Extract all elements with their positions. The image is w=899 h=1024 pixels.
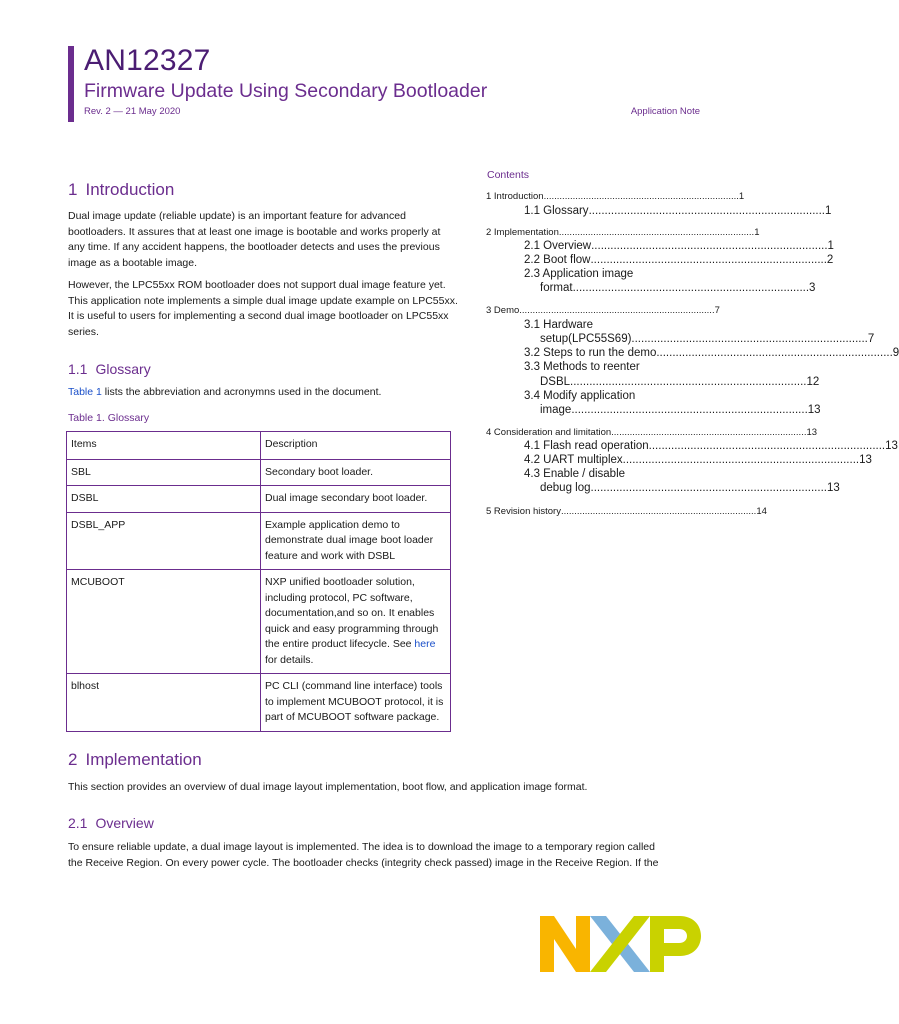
toc-leader: .......................................................................... [519, 305, 715, 316]
toc-item-4[interactable] [486, 427, 818, 438]
table-row [67, 486, 451, 513]
table-cell-description [261, 570, 451, 674]
table-cell-item: MCUBOOT [67, 570, 261, 674]
section-2-1-heading [68, 815, 154, 831]
section-title: Overview [95, 815, 154, 831]
section-number: 1.1 [68, 361, 88, 377]
toc-label: DSBL [540, 376, 571, 388]
table-caption: Table 1. Glossary [68, 412, 150, 424]
toc-page: 3 [809, 282, 816, 294]
toc-leader: .......................................................................... [611, 427, 807, 438]
toc-item-4-2[interactable] [524, 453, 872, 467]
toc-page: 13 [885, 440, 898, 452]
toc-item-2[interactable] [486, 227, 760, 238]
toc-item-3-1-label[interactable]: 3.1 Hardware [524, 319, 594, 331]
section-title: Implementation [85, 750, 202, 769]
toc-label: image [540, 404, 572, 416]
toc-leader: .......................................................................... [560, 506, 757, 517]
overview-line-1: To ensure reliable update, a dual image layout is implemented. The idea is to download the image to a temporary region called [68, 841, 655, 853]
toc-page: 1 [827, 240, 834, 252]
toc-label: 1 Introduction [486, 191, 544, 202]
toc-leader: .......................................................................... [648, 440, 886, 452]
here-link[interactable]: here [414, 638, 436, 650]
toc-page: 13 [859, 454, 872, 466]
logo-letter-p [650, 916, 701, 972]
toc-leader: .......................................................................... [590, 254, 827, 266]
section-1-heading [68, 180, 174, 200]
table-cell-description: Example application demo to demonstrate dual image boot loader feature and work with DSBL [261, 512, 451, 570]
toc-item-3-3-label[interactable]: 3.3 Methods to reenter [524, 361, 640, 373]
toc-item-1[interactable] [486, 191, 745, 202]
toc-label: 5 Revision history [486, 506, 561, 517]
contents-title: Contents [487, 169, 530, 181]
toc-page: 13 [806, 427, 818, 438]
table-cell-description: Dual image secondary boot loader. [261, 486, 451, 513]
section-1-1-heading [68, 361, 151, 377]
toc-leader: .......................................................................... [631, 333, 868, 345]
toc-label: 2.2 Boot flow [524, 254, 591, 266]
toc-leader: .......................................................................... [588, 205, 825, 217]
glossary-table [66, 431, 451, 732]
section-title: Introduction [85, 180, 175, 199]
header-accent-bar [68, 46, 74, 122]
table-cell-item: DSBL_APP [67, 512, 261, 570]
toc-leader: .......................................................................... [543, 191, 739, 202]
toc-item-5[interactable] [486, 506, 767, 517]
section-number: 2 [68, 750, 78, 769]
toc-label: 3 Demo [486, 305, 520, 316]
toc-leader: .......................................................................... [572, 282, 810, 294]
table-row [67, 570, 451, 674]
toc-item-2-1[interactable] [524, 239, 834, 253]
document-id: AN12327 [84, 44, 211, 77]
toc-item-2-3-label[interactable]: 2.3 Application image [524, 268, 634, 280]
table-row [67, 512, 451, 570]
toc-item-3-4[interactable] [540, 403, 821, 417]
toc-page: 2 [826, 254, 834, 266]
table-cell-description: Secondary boot loader. [261, 459, 451, 486]
intro-paragraph-2: However, the LPC55xx ROM bootloader does not support dual image feature yet. This application note implements a simple dual image update example on LPC55xx. It is useful to users for implementing a second dual image bootloader on LPC55xx series. [68, 279, 458, 338]
toc-leader: .......................................................................... [570, 376, 807, 388]
description-text: for details. [265, 653, 314, 666]
toc-label: format [540, 282, 573, 294]
toc-label: 2.1 Overview [524, 240, 592, 252]
toc-item-2-2[interactable] [524, 253, 834, 267]
glossary-intro [68, 385, 458, 401]
toc-label: debug log [540, 482, 591, 494]
section-number: 2.1 [68, 815, 88, 831]
toc-label: 4 Consideration and limitation [486, 427, 612, 438]
toc-item-2-3[interactable] [540, 281, 816, 295]
table-cell-description: PC CLI (command line interface) tools to implement MCUBOOT protocol, it is part of MCUBOOT software package. [261, 674, 451, 732]
toc-page: 1 [825, 205, 832, 217]
toc-page: 7 [867, 333, 875, 345]
toc-label: setup(LPC55S69) [540, 333, 632, 345]
toc-page: 14 [756, 506, 767, 517]
toc-item-3-1[interactable] [540, 332, 875, 346]
toc-page: 13 [807, 404, 821, 416]
document-type: Application Note [630, 106, 700, 117]
header-items: Items [67, 432, 261, 460]
toc-page: 1 [738, 191, 745, 202]
section-number: 1 [68, 180, 78, 199]
toc-leader: .......................................................................... [590, 482, 827, 494]
description-text: NXP unified bootloader solution, including protocol, PC software, documentation,and so on. It enables quick and easy programming through the entire product lifecycle. See [265, 576, 439, 650]
toc-page: 7 [714, 305, 720, 316]
header-description: Description [261, 432, 451, 460]
toc-label: 3.2 Steps to run the demo [524, 347, 657, 359]
table-1-link[interactable]: Table 1 [68, 386, 102, 398]
table-cell-item: DSBL [67, 486, 261, 513]
toc-item-3-4-label[interactable]: 3.4 Modify application [524, 390, 636, 402]
toc-page: 13 [826, 482, 840, 494]
nxp-logo [540, 916, 701, 972]
implementation-paragraph: This section provides an overview of dual image layout implementation, boot flow, and application image format. [68, 781, 588, 793]
table-header-row [67, 432, 451, 460]
toc-page: 9 [892, 347, 899, 359]
table-row [67, 459, 451, 486]
toc-label: 1.1 Glossary [524, 205, 589, 217]
toc-item-1-1[interactable] [524, 204, 832, 218]
toc-leader: .......................................................................... [571, 404, 808, 416]
toc-label: 4.2 UART multiplex [524, 454, 623, 466]
toc-leader: .......................................................................... [558, 227, 755, 238]
document-title: Firmware Update Using Secondary Bootloader [84, 80, 488, 102]
overview-line-2: the Receive Region. On every power cycle. The bootloader checks (integrity check passed) image in the Receive Region. If the [68, 857, 659, 869]
glossary-intro-text: lists the abbreviation and acronymns used in the document. [101, 386, 382, 398]
toc-item-3-3[interactable] [540, 375, 820, 389]
table-row [67, 674, 451, 732]
table-cell-item: SBL [67, 459, 261, 486]
toc-label: 4.1 Flash read operation [524, 440, 649, 452]
toc-item-3[interactable] [486, 305, 720, 316]
toc-leader: .......................................................................... [591, 240, 828, 252]
intro-paragraph-1: Dual image update (reliable update) is an important feature for advanced bootloaders. It assures that at least one image is bootable and works properly at any time. If any accident happens, the bootloader detects and uses the previous image as a bootable image. [68, 210, 441, 269]
toc-leader: .......................................................................... [656, 347, 893, 359]
toc-leader: .......................................................................... [622, 454, 860, 466]
toc-item-3-2[interactable] [524, 346, 899, 360]
toc-item-4-3-label[interactable]: 4.3 Enable / disable [524, 468, 626, 480]
toc-item-4-3[interactable] [540, 481, 840, 495]
toc-page: 1 [754, 227, 760, 238]
table-cell-item: blhost [67, 674, 261, 732]
toc-page: 12 [806, 376, 820, 388]
toc-item-4-1[interactable] [524, 439, 898, 453]
section-title: Glossary [95, 361, 151, 377]
document-revision: Rev. 2 — 21 May 2020 [84, 106, 181, 117]
logo-letter-n [540, 916, 590, 972]
section-2-heading [68, 750, 202, 770]
toc-label: 2 Implementation [486, 227, 559, 238]
